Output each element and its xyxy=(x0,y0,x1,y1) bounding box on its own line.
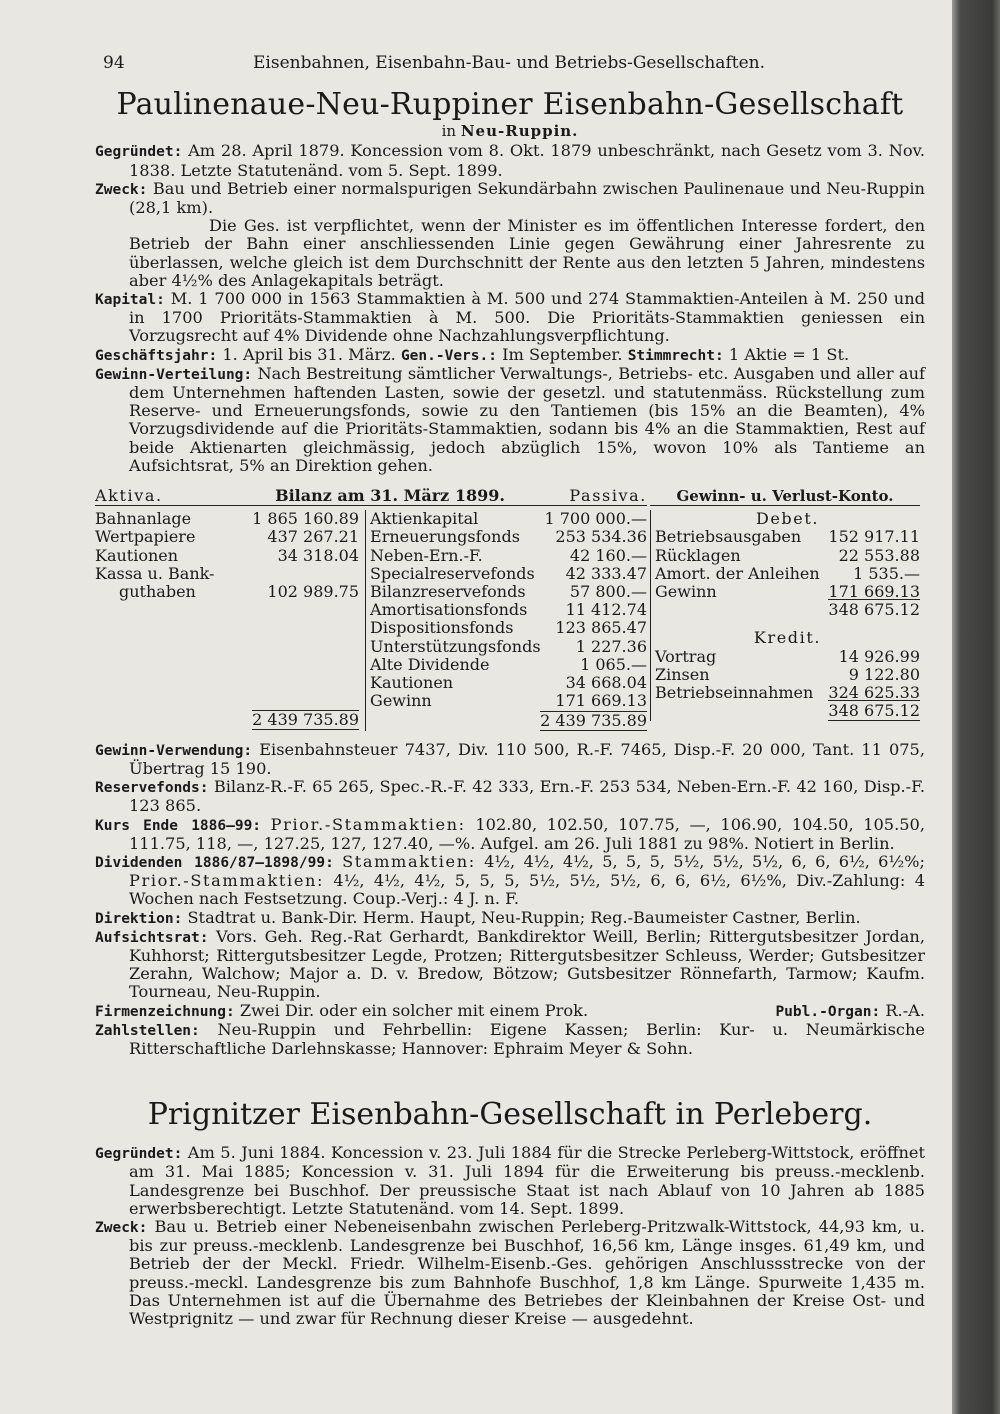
passiva-row: Amortisationsfonds 11 412.74 xyxy=(370,600,647,620)
debet-row: Amort. der Anleihen 1 535.— xyxy=(655,563,920,583)
aktiva-row: guthaben 102 989.75 xyxy=(119,582,360,602)
direktion-entry: Direktion: Stadtrat u. Bank-Dir. Herm. Haupt, Neu-Ruppin; Reg.-Baumeister Castner, Berlin. xyxy=(95,907,861,927)
zweck-paragraph: Die Ges. ist verpflichtet, wenn der Minister es im öffentlichen Interesse fordert, den Betrieb der Bahn einer anschliessenden Linie gegen Gewährung einer Jahresrente zu überlassen, welche gleich ist dem Durchschnitt der Rente aus den letzten 5 Jahren, mindestens aber 4½% des Anlagekapitals beträgt. xyxy=(129,216,925,290)
passiva-total: 2 439 735.89 xyxy=(540,710,647,730)
book-spine-shadow xyxy=(952,0,1000,1414)
aktiva-row: Bahnanlage 1 865 160.89 xyxy=(95,509,360,529)
debet-label: Debet. xyxy=(755,509,820,529)
kredit-label: Kredit. xyxy=(753,628,822,648)
debet-row: Rücklagen 22 553.88 xyxy=(655,545,920,565)
debet-row: Betriebsausgaben 152 917.11 xyxy=(655,527,920,547)
kurs-entry: Kurs Ende 1886—99: Prior.-Stammaktien: 102.80, 102.50, 107.75, —, 106.90, 104.50, 105.50, 111.75, 118, —, 127.25, 127, 127.40, —%. Aufgel. am 26. Juli 1881 zu 98%. Notiert in Berlin. xyxy=(95,814,925,853)
passiva-row: Unterstützungsfonds 1 227.36 xyxy=(370,636,647,656)
bilanz-header: Aktiva. Bilanz am 31. März 1899. Passiva. xyxy=(95,486,647,506)
debet-total: 348 675.12 xyxy=(828,600,920,620)
aktiva-row: Wertpapiere 437 267.21 xyxy=(95,527,360,547)
company-title: Paulinenaue-Neu-Ruppiner Eisenbahn-Gesellschaft xyxy=(116,87,904,123)
passiva-row: Kautionen 34 668.04 xyxy=(370,673,647,693)
aufsichtsrat-entry: Aufsichtsrat: Vors. Geh. Reg.-Rat Gerhardt, Bankdirektor Weill, Berlin; Rittergutsbesitzer Jordan, Kuhhorst; Rittergutsbesitzer Legde, Protzen; Rittergutsbesitzer Schleuss, Werder; Gutsbesitzer Zerahn, Walchow; Major a. D. v. Bredow, Bötzow; Gutsbesitzer Rönnefarth, Tarmow; Kaufm. Tourneau, Neu-Ruppin. xyxy=(95,926,925,1002)
company2-gegruendet-entry: Gegründet: Am 5. Juni 1884. Koncession v. 23. Juli 1884 für die Strecke Perleberg-Wittstock, eröffnet am 31. Mai 1885; Koncession v. 31. Juli 1894 für die Erweiterung bis preuss.-mecklenb. Landesgrenze bei Buschhof. Der preussische Staat ist nach Ablauf von 10 Jahren ab 1885 erwerbsberechtigt. Letzte Statutenänd. vom 14. Sept. 1899. xyxy=(95,1143,925,1218)
company2-title: Prignitzer Eisenbahn-Gesellschaft in Perleberg. xyxy=(147,1097,873,1133)
running-header xyxy=(95,54,925,72)
kredit-row: Betriebseinnahmen 324 625.33 xyxy=(655,683,920,703)
kapital-entry: Kapital: M. 1 700 000 in 1563 Stammaktien à M. 500 und 274 Stammaktien-Anteilen à M. 250 und in 1700 Prioritäts-Stammaktien à M. 500. Die Prioritäts-Stammaktien geniessen ein Vorzugsrecht auf 4% Dividende ohne Nachzahlungsverpflichtung. xyxy=(95,289,925,346)
company-location: in Neu-Ruppin. xyxy=(441,122,579,141)
firmenzeichnung-entry: Firmenzeichnung: Zwei Dir. oder ein solcher mit einem Prok. Publ.-Organ: R.-A. xyxy=(95,1000,925,1020)
passiva-row: Aktienkapital 1 700 000.— xyxy=(370,509,647,529)
zahlstellen-entry: Zahlstellen: Neu-Ruppin und Fehrbellin: Eigene Kassen; Berlin: Kur- u. Neumärkische Ritterschaftliche Darlehnskasse; Hannover: Ephraim Meyer & Sohn. xyxy=(95,1019,925,1058)
gegruendet-entry: Gegründet: Am 28. April 1879. Koncession vom 8. Okt. 1879 unbeschränkt, nach Gesetz vom 3. Nov. 1838. Letzte Statutenänd. vom 5. Sept. 1899. xyxy=(95,141,925,180)
dividenden-entry: Dividenden 1886/87—1898/99: Stammaktien: 4½, 4½, 4½, 5, 5, 5, 5½, 5½, 5½, 6, 6, 6½, 6½%; Prior.-Stammaktien: 4½, 4½, 4½, 5, 5, 5, 5½, 5½, 5½, 6, 6, 6½, 6½%, Div.-Zahlung: 4 Wochen nach Festsetzung. Coup.-Verj.: 4 J. n. F. xyxy=(95,851,925,909)
passiva-row: Erneuerungsfonds 253 534.36 xyxy=(370,527,647,547)
passiva-column xyxy=(366,510,647,730)
passiva-row: Specialreservefonds 42 333.47 xyxy=(370,563,647,583)
aktiva-row: Kassa u. Bank- xyxy=(95,563,215,583)
kredit-row: Zinsen 9 122.80 xyxy=(655,664,920,684)
aktiva-column xyxy=(95,510,366,730)
kredit-row: Vortrag 14 926.99 xyxy=(655,646,920,666)
bilanz-table xyxy=(95,487,647,731)
gewinn-verwendung-entry: Gewinn-Verwendung: Eisenbahnsteuer 7437, Div. 110 500, R.-F. 7465, Disp.-F. 20 000, Tant. 11 075, Übertrag 15 190. xyxy=(95,739,925,778)
zweck-entry: Zweck: Bau und Betrieb einer normalspurigen Sekundärbahn zwischen Paulinenaue und Neu-Ruppin (28,1 km). xyxy=(95,178,925,218)
passiva-row: Neben-Ern.-F. 42 160.— xyxy=(370,545,647,565)
company2-zweck-entry: Zweck: Bau u. Betrieb einer Nebeneisenbahn zwischen Perleberg-Pritzwalk-Wittstock, 44,93 km, u. bis zur preuss.-mecklenb. Landesgrenze bei Buschhof, 16,56 km, Länge insges. 61,49 km, und Betrieb der der Meckl. Friedr. Wilhelm-Eisenb.-Ges. gehörigen Anschlussstrecke von der preuss.-meckl. Landesgrenze bis zum Bahnhofe Buschhof, 1,8 km Länge. Spurweite 1,435 m. Das Unternehmen ist auf die Übernahme des Betriebes der Kleinbahnen der Kreise Ost- und Westprignitz — und zwar für Rechnung dieser Kreise — ausgedehnt. xyxy=(95,1216,925,1328)
balance-section xyxy=(95,487,925,731)
aktiva-row: Kautionen 34 318.04 xyxy=(95,545,360,565)
reservefonds-entry: Reservefonds: Bilanz-R.-F. 65 265, Spec.-R.-F. 42 333, Ern.-F. 253 534, Neben-Ern.-F. 42 160, Disp.-F. 123 865. xyxy=(95,777,925,816)
gewinn-verlust-konto xyxy=(650,487,920,731)
aktiva-total: 2 439 735.89 xyxy=(252,710,360,730)
page-text xyxy=(95,54,925,1328)
passiva-row: Alte Dividende 1 065.— xyxy=(370,654,647,674)
gv-header: Gewinn- u. Verlust-Konto. xyxy=(650,487,920,506)
gewinn-verteilung-entry: Gewinn-Verteilung: Nach Bestreitung sämtlicher Verwaltungs-, Betriebs- etc. Ausgaben und aller auf dem Unternehmen haftenden Lasten, sowie der gesetzl. und statutenmäss. Rückstellung zum Reserve- und Erneuerungsfonds, sowie zu den Tantiemen (bis 15% an die Beamten), 4% Vorzugsdividende auf die Prioritäts-Stammaktien, sodann bis 4% an die Stammaktien, Rest auf beide Aktienarten gleichmässig, jedoch abzüglich 15%, wovon 10% als Tantieme an Aufsichtsrat, 5% an Direktion gehen. xyxy=(95,363,925,475)
passiva-row: Gewinn 171 669.13 xyxy=(370,691,647,711)
passiva-row: Dispositionsfonds 123 865.47 xyxy=(370,618,647,638)
kredit-total: 348 675.12 xyxy=(828,701,920,721)
passiva-row: Bilanzreservefonds 57 800.— xyxy=(370,582,647,602)
running-title: Eisenbahnen, Eisenbahn-Bau- und Betriebs-Gesellschaften. xyxy=(253,53,765,73)
debet-row: Gewinn 171 669.13 xyxy=(655,582,920,602)
page-number: 94 xyxy=(103,53,125,73)
geschaeftsjahr-entry: Geschäftsjahr: 1. April bis 31. März. Gen.-Vers.: Im September. Stimmrecht: 1 Aktie = 1 St. xyxy=(95,344,850,364)
